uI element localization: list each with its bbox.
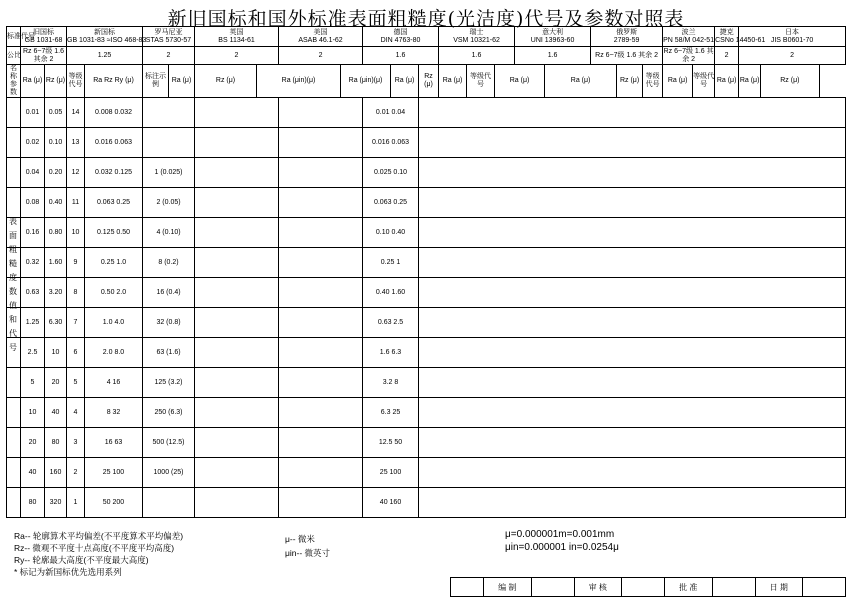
header-row-params <box>7 65 846 98</box>
ratio-10: 2 <box>715 47 739 65</box>
table-row <box>7 248 846 278</box>
din-values: 3.2 8 <box>363 368 419 398</box>
old-rz: 80 <box>45 428 67 458</box>
table-row <box>7 488 846 518</box>
old-rz: 20 <box>45 368 67 398</box>
table-row <box>7 158 846 188</box>
us-values: 8 (0.2) <box>143 248 195 278</box>
table-row <box>7 188 846 218</box>
table-row <box>7 308 846 338</box>
grade: 10 <box>67 218 85 248</box>
new-values: 8 32 <box>85 398 143 428</box>
header-row-standards <box>7 27 846 47</box>
us-values: 16 (0.4) <box>143 278 195 308</box>
new-values: 0.032 0.125 <box>85 158 143 188</box>
new-values: 0.063 0.25 <box>85 188 143 218</box>
old-rz: 320 <box>45 488 67 518</box>
sub-2: 等级代号 <box>67 65 85 98</box>
din-values: 0.25 1 <box>363 248 419 278</box>
din-values: 0.025 0.10 <box>363 158 419 188</box>
header-row-ratios <box>7 47 846 65</box>
din-values: 0.40 1.60 <box>363 278 419 308</box>
new-values: 25 100 <box>85 458 143 488</box>
ratio-label: 公比 <box>7 47 21 65</box>
sub-5: Ra (μ) <box>169 65 195 98</box>
new-values: 0.50 2.0 <box>85 278 143 308</box>
sub-0: Ra (μ) <box>21 65 45 98</box>
old-rz: 6.30 <box>45 308 67 338</box>
sub-14: Ra (μ) <box>545 65 617 98</box>
old-ra: 0.63 <box>21 278 45 308</box>
sub-9: Ra (μ) <box>391 65 419 98</box>
col-std-6: 瑞士 VSM 10321-62 <box>439 27 515 47</box>
col-std-9: 波兰 PN 58/M 042-51 <box>663 27 715 47</box>
grade: 7 <box>67 308 85 338</box>
sign-review: 审 核 <box>574 578 622 597</box>
old-ra: 5 <box>21 368 45 398</box>
old-ra: 1.25 <box>21 308 45 338</box>
us-values: 1 (0.025) <box>143 158 195 188</box>
standard-label: 标准代号 <box>7 27 21 47</box>
sheet-title: 新旧国标和国外标准表面粗糙度(光洁度)代号及参数对照表 <box>167 8 685 30</box>
old-ra: 80 <box>21 488 45 518</box>
signature-block <box>450 577 846 597</box>
old-rz: 0.10 <box>45 128 67 158</box>
us-values: 250 (6.3) <box>143 398 195 428</box>
new-values: 50 200 <box>85 488 143 518</box>
new-values: 0.25 1.0 <box>85 248 143 278</box>
data-rows <box>7 98 846 518</box>
table-row <box>7 278 846 308</box>
old-rz: 3.20 <box>45 278 67 308</box>
unit-microinch: μin-- 微英寸 <box>285 548 331 558</box>
ratio-4: 2 <box>279 47 363 65</box>
old-ra: 10 <box>21 398 45 428</box>
sign-compile: 编 制 <box>484 578 532 597</box>
col-std-1: 新国标 GB 1031-83 ≈ISO 468-83 <box>67 27 143 47</box>
grade: 2 <box>67 458 85 488</box>
us-values: 63 (1.6) <box>143 338 195 368</box>
us-values <box>143 488 195 518</box>
grade: 13 <box>67 128 85 158</box>
grade: 6 <box>67 338 85 368</box>
old-rz: 0.80 <box>45 218 67 248</box>
ratio-5: 1.6 <box>363 47 439 65</box>
sub-4: 标注示例 <box>143 65 169 98</box>
table-row <box>7 98 846 128</box>
old-ra: 2.5 <box>21 338 45 368</box>
us-values: 4 (0.10) <box>143 218 195 248</box>
din-values: 0.016 0.063 <box>363 128 419 158</box>
us-values: 32 (0.8) <box>143 308 195 338</box>
col-std-2: 罗马尼亚 STAS 5730-57 <box>143 27 195 47</box>
old-rz: 0.05 <box>45 98 67 128</box>
ratio-2: 2 <box>143 47 195 65</box>
us-values <box>143 98 195 128</box>
comparison-table <box>6 26 846 518</box>
sub-17: Ra (μ) <box>663 65 693 98</box>
new-values: 2.0 8.0 <box>85 338 143 368</box>
legend-rz: Rz-- 微观不平度十点高度(不平度平均高度) <box>14 543 175 553</box>
table-row <box>7 398 846 428</box>
col-std-0: 旧国标 GB 1031-68 <box>21 27 67 47</box>
table-row <box>7 458 846 488</box>
col-std-11: 日本 JIS B0601-70 <box>739 27 846 47</box>
sub-19: Ra (μ) <box>715 65 739 98</box>
grade: 5 <box>67 368 85 398</box>
legend-note: * 标记为新国标优先选用系列 <box>14 567 122 577</box>
param-label: 名称参数 <box>7 65 21 98</box>
grade: 4 <box>67 398 85 428</box>
sub-12: 等级代号 <box>467 65 495 98</box>
ratio-0: Rz 6~7级 1.6 其余 2 <box>21 47 67 65</box>
new-values: 0.016 0.063 <box>85 128 143 158</box>
ratio-9: Rz 6~7级 1.6 其余 2 <box>663 47 714 63</box>
conv-microinch: μin=0.000001 in=0.0254μ <box>505 542 619 553</box>
us-values: 125 (3.2) <box>143 368 195 398</box>
sub-15: Rz (μ) <box>617 65 643 98</box>
din-values: 6.3 25 <box>363 398 419 428</box>
old-ra: 0.02 <box>21 128 45 158</box>
col-std-8: 俄罗斯 2789-59 <box>591 27 663 47</box>
sub-13: Ra (μ) <box>495 65 545 98</box>
grade: 9 <box>67 248 85 278</box>
units-legend <box>285 532 330 560</box>
ratio-11: 2 <box>739 47 846 65</box>
new-values: 4 16 <box>85 368 143 398</box>
sub-10: Rz (μ) <box>419 65 439 98</box>
old-rz: 40 <box>45 398 67 428</box>
conversion <box>505 528 619 554</box>
old-ra: 0.04 <box>21 158 45 188</box>
us-values <box>143 128 195 158</box>
col-std-10: 捷克 CSNo 14450-61 <box>715 27 739 47</box>
sub-3: Ra Rz Ry (μ) <box>85 65 143 98</box>
ratio-1: 1.25 <box>67 47 143 65</box>
col-std-7: 意大利 UNI 13963-60 <box>515 27 591 47</box>
sub-18: 等级代号 <box>693 65 715 98</box>
sub-20: Ra (μ) <box>739 65 761 98</box>
old-ra: 0.32 <box>21 248 45 278</box>
grade: 3 <box>67 428 85 458</box>
ratio-7: 1.6 <box>515 47 591 65</box>
sub-21: Rz (μ) <box>761 65 819 98</box>
legend-ry: Ry-- 轮廓最大高度(不平度最大高度) <box>14 555 149 565</box>
old-rz: 1.60 <box>45 248 67 278</box>
din-values: 0.10 0.40 <box>363 218 419 248</box>
grade: 1 <box>67 488 85 518</box>
sub-8: Ra (μin)(μ) <box>341 65 391 98</box>
din-values: 40 160 <box>363 488 419 518</box>
ratio-6: 1.6 <box>439 47 515 65</box>
table-row <box>7 338 846 368</box>
col-std-5: 德国 DIN 4763-80 <box>363 27 439 47</box>
din-values: 0.01 0.04 <box>363 98 419 128</box>
unit-micron: μ-- 微米 <box>285 534 315 544</box>
old-ra: 0.16 <box>21 218 45 248</box>
new-values: 16 63 <box>85 428 143 458</box>
ratio-3: 2 <box>195 47 279 65</box>
conv-micron: μ=0.000001m=0.001mm <box>505 529 615 540</box>
sub-1: Rz (μ) <box>45 65 67 98</box>
din-values: 0.063 0.25 <box>363 188 419 218</box>
din-values: 1.6 6.3 <box>363 338 419 368</box>
col-std-4: 美国 ASAB 46.1-62 <box>279 27 363 47</box>
old-ra: 40 <box>21 458 45 488</box>
us-values: 500 (12.5) <box>143 428 195 458</box>
us-values: 2 (0.05) <box>143 188 195 218</box>
old-rz: 160 <box>45 458 67 488</box>
old-ra: 0.08 <box>21 188 45 218</box>
sub-6: Rz (μ) <box>195 65 257 98</box>
ratio-8: Rz 6~7级 1.6 其余 2 <box>591 47 663 65</box>
legend <box>14 530 183 578</box>
grade: 11 <box>67 188 85 218</box>
old-ra: 0.01 <box>21 98 45 128</box>
table-row <box>7 218 846 248</box>
din-values: 25 100 <box>363 458 419 488</box>
table-row <box>7 428 846 458</box>
old-rz: 0.40 <box>45 188 67 218</box>
old-rz: 0.20 <box>45 158 67 188</box>
old-ra: 20 <box>21 428 45 458</box>
din-values: 0.63 2.5 <box>363 308 419 338</box>
table-row <box>7 128 846 158</box>
new-values: 0.008 0.032 <box>85 98 143 128</box>
us-values: 1000 (25) <box>143 458 195 488</box>
grade: 8 <box>67 278 85 308</box>
grade: 12 <box>67 158 85 188</box>
new-values: 0.125 0.50 <box>85 218 143 248</box>
sign-date: 日 期 <box>755 578 803 597</box>
sub-11: Ra (μ) <box>439 65 467 98</box>
sub-16: 等级代号 <box>643 65 663 98</box>
grade: 14 <box>67 98 85 128</box>
table-row <box>7 368 846 398</box>
legend-ra: Ra-- 轮廓算术平均偏差(不平度算术平均偏差) <box>14 531 184 541</box>
sign-approve: 批 准 <box>665 578 713 597</box>
col-std-3: 英国 BS 1134-61 <box>195 27 279 47</box>
din-values: 12.5 50 <box>363 428 419 458</box>
old-rz: 10 <box>45 338 67 368</box>
side-label: 表面粗糙度数值和代号 <box>9 217 17 352</box>
new-values: 1.0 4.0 <box>85 308 143 338</box>
sub-7: Ra (μin)(μ) <box>257 65 341 98</box>
